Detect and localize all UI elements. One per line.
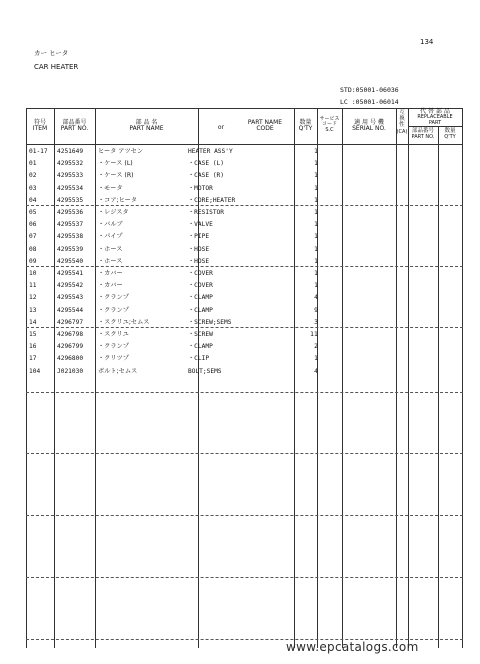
row-item: 09	[29, 257, 37, 265]
header-rep-partno: PART NO.	[411, 133, 435, 140]
table-row	[26, 146, 480, 158]
row-part-no: 4296797	[57, 318, 84, 326]
row-part-no: 4295532	[57, 160, 84, 168]
row-item: 104	[29, 367, 41, 375]
row-part-name-jp: ヒータ アツセン	[98, 148, 144, 155]
header-replace-en1: REPLACEABLE	[417, 114, 453, 121]
table-row	[26, 329, 480, 341]
row-part-name: ・CLIP	[188, 355, 210, 363]
row-qty: 4	[314, 367, 318, 375]
row-part-name-jp: ・モータ	[98, 184, 123, 192]
row-item: 02	[29, 172, 37, 180]
header-serial-jp: 適 用 号 機	[354, 119, 384, 126]
row-part-name-jp: ・ホース	[98, 245, 123, 253]
row-part-name: BOLT;SEMS	[188, 367, 222, 375]
table-row	[26, 195, 480, 207]
row-item: 01	[29, 160, 37, 168]
row-part-name-jp: ・クランプ	[98, 343, 129, 351]
row-qty: 1	[314, 184, 318, 192]
row-part-name-jp: ・ホース	[98, 257, 123, 265]
row-part-no: 4295543	[57, 294, 84, 302]
table-row	[26, 268, 480, 280]
page-number: 134	[420, 38, 434, 46]
row-part-name: ・COVER	[188, 270, 213, 277]
row-item: 03	[29, 184, 37, 192]
page-title: CAR HEATER	[34, 63, 79, 71]
row-part-no: 4295539	[57, 245, 84, 253]
table-row	[26, 341, 480, 353]
row-part-name: ・SCREW;SEMS	[188, 318, 232, 326]
row-part-no: 4295541	[57, 270, 84, 277]
row-part-name: ・COVER	[188, 282, 213, 290]
table-row	[26, 207, 480, 219]
table-row	[26, 183, 480, 195]
row-qty: 1	[314, 160, 318, 168]
row-item: 05	[29, 209, 37, 216]
header-code: CODE	[256, 125, 274, 133]
header-rep-qty: Q'TY	[444, 133, 456, 140]
row-part-no: 4295542	[57, 282, 84, 290]
row-part-name: ・CORE;HEATER	[188, 196, 236, 204]
table-row	[26, 366, 480, 378]
header-qty: Q'TY	[298, 125, 313, 133]
row-qty: 1	[314, 233, 318, 241]
header-serial: SERIAL NO.	[352, 125, 386, 133]
row-qty: 11	[310, 331, 318, 338]
header-partno: PART NO.	[60, 125, 89, 133]
row-qty: 1	[314, 209, 318, 216]
row-part-no: 4296800	[57, 355, 84, 363]
row-part-no: 4295538	[57, 233, 84, 241]
row-part-name-jp: ・クリツプ	[98, 355, 129, 363]
header-rep-qty-jp: 数量	[444, 128, 456, 134]
row-qty: 1	[314, 355, 318, 363]
table-row	[26, 317, 480, 329]
row-part-name-jp: ・ケース (L)	[98, 160, 133, 168]
row-part-no: 4295533	[57, 172, 84, 180]
header-item: ITEM	[32, 125, 48, 133]
row-part-name: ・HOSE	[188, 245, 210, 253]
row-part-name-jp: ・ケース (R)	[98, 172, 134, 180]
parts-table	[26, 108, 463, 648]
row-qty: 1	[314, 148, 318, 155]
row-item: 01-17	[29, 148, 48, 155]
row-part-name-jp: ・バルブ	[98, 221, 123, 229]
row-part-name-jp: ・クランプ	[98, 294, 129, 302]
row-part-name: ・SCREW	[188, 331, 213, 338]
header-interchange: (CA)	[396, 129, 408, 136]
header-sc-jp1: サービス	[319, 116, 340, 122]
row-part-name-jp: ・クランプ	[98, 306, 129, 314]
title-japanese: カー ヒータ	[34, 49, 69, 57]
row-part-name: ・RESISTOR	[188, 209, 224, 216]
row-item: 11	[29, 282, 37, 290]
table-row	[26, 292, 480, 304]
row-item: 04	[29, 196, 37, 204]
row-qty: 1	[314, 257, 318, 265]
row-part-name: ・VALVE	[188, 221, 213, 229]
row-qty: 1	[314, 172, 318, 180]
row-item: 15	[29, 331, 37, 338]
row-part-no: 4295534	[57, 184, 84, 192]
row-part-name-jp: ・カバー	[98, 270, 123, 277]
row-part-name-jp: ・カバー	[98, 282, 123, 290]
row-part-no: 4295540	[57, 257, 84, 265]
row-part-no: J021030	[57, 367, 84, 375]
row-item: 12	[29, 294, 37, 302]
row-part-name: ・HOSE	[188, 257, 210, 265]
row-part-name: ・CLAMP	[188, 343, 213, 351]
table-row	[26, 256, 480, 268]
row-part-name-jp: ・スクリユ	[98, 331, 129, 338]
row-part-no: 4296798	[57, 331, 84, 338]
row-item: 10	[29, 270, 37, 277]
row-item: 08	[29, 245, 37, 253]
row-qty: 9	[314, 306, 318, 314]
row-part-name: ・PIPE	[188, 233, 210, 241]
row-qty: 2	[314, 343, 318, 351]
row-part-name-jp: ・レジスタ	[98, 209, 129, 216]
lc-serial-range: LC :05001-06014	[340, 98, 399, 106]
header-code-top: PART NAME	[247, 119, 283, 126]
header-replace-en2: PART	[428, 119, 442, 126]
row-item: 16	[29, 343, 37, 351]
header-qty-jp: 数量	[299, 119, 312, 126]
table-row	[26, 158, 480, 170]
row-part-name: ・MOTOR	[188, 184, 213, 192]
table-row	[26, 244, 480, 256]
row-part-name-jp: ボルト;セムス	[98, 367, 138, 375]
watermark: www.epcatalogs.com	[286, 640, 419, 654]
table-row	[26, 170, 480, 182]
header-sc-jp2: コード	[321, 121, 337, 128]
row-part-name: ・CASE (L)	[188, 160, 224, 168]
row-part-name-jp: ・スクリユ;セムス	[98, 318, 150, 326]
row-part-name-jp: ・パイプ	[98, 233, 123, 241]
row-part-no: 4251649	[57, 148, 84, 155]
row-qty: 1	[314, 245, 318, 253]
header-rep-partno-jp: 部品番号	[411, 128, 434, 134]
row-part-name: HEATER ASS'Y	[188, 148, 233, 155]
row-qty: 3	[314, 318, 318, 326]
row-part-name: ・CLAMP	[188, 294, 213, 302]
row-item: 07	[29, 233, 37, 241]
row-part-no: 4295544	[57, 306, 84, 314]
header-item-jp: 符号	[33, 119, 46, 126]
header-partname-jp: 部 品 名	[135, 119, 158, 126]
table-row	[26, 231, 480, 243]
table-row	[26, 353, 480, 365]
row-part-no: 4295536	[57, 209, 84, 216]
header-or: or	[217, 124, 225, 131]
row-item: 06	[29, 221, 37, 229]
row-qty: 4	[314, 294, 318, 302]
row-item: 13	[29, 306, 37, 314]
row-qty: 1	[314, 270, 318, 277]
row-qty: 1	[314, 282, 318, 290]
header-replace-jp: 代 替 部 品	[420, 108, 450, 115]
header-partname: PART NAME	[129, 125, 164, 133]
row-part-no: 4295537	[57, 221, 84, 229]
table-row	[26, 305, 480, 317]
header-partno-jp: 部品番号	[62, 119, 87, 126]
row-item: 14	[29, 318, 37, 326]
header-sc: S.C	[325, 126, 334, 133]
row-item: 17	[29, 355, 37, 363]
row-part-no: 4295535	[57, 196, 84, 204]
row-qty: 1	[314, 196, 318, 204]
std-serial-range: STD:05001-06036	[340, 86, 399, 94]
row-part-name: ・CLAMP	[188, 306, 213, 314]
row-part-name-jp: ・コア;ヒータ	[98, 196, 137, 204]
header-interchange-jp: 互換性	[399, 110, 405, 128]
row-part-no: 4296799	[57, 343, 84, 351]
row-qty: 1	[314, 221, 318, 229]
row-part-name: ・CASE (R)	[188, 172, 224, 180]
table-row	[26, 219, 480, 231]
table-row	[26, 280, 480, 292]
